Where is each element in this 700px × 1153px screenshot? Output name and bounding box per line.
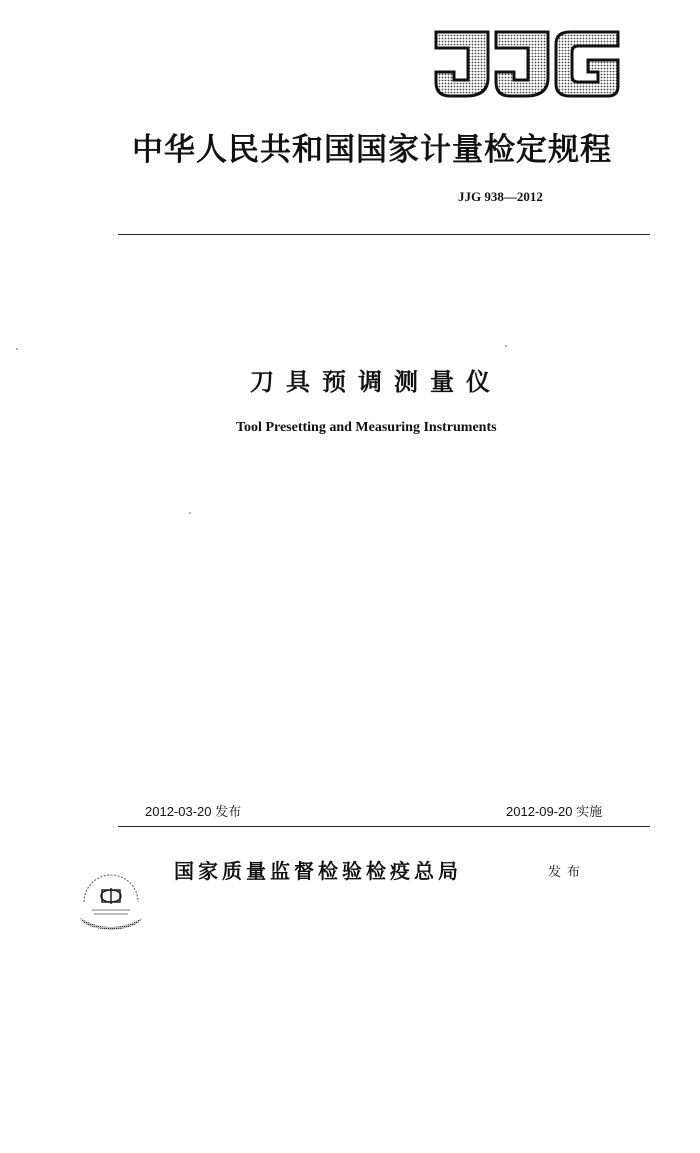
- jjg-logo-icon: [432, 28, 622, 100]
- document-title-zh: 刀具预调测量仪: [250, 367, 502, 396]
- scan-speck: [16, 348, 18, 350]
- standard-code: JJG 938—2012: [458, 189, 543, 204]
- scan-speck: [505, 345, 507, 347]
- document-title-en: Tool Presetting and Measuring Instruments: [236, 420, 497, 435]
- issuer-suffix: 发布: [548, 865, 587, 880]
- regulation-series-title: 中华人民共和国国家计量检定规程: [132, 132, 612, 168]
- scan-speck: [189, 512, 191, 514]
- top-divider: [118, 234, 650, 235]
- issuing-authority: 国家质量监督检验检疫总局: [174, 859, 462, 883]
- effective-date: 2012-09-20 实施: [506, 804, 603, 819]
- publish-date: 2012-03-20 发布: [145, 804, 242, 819]
- bottom-divider: [118, 826, 650, 827]
- publisher-seal-icon: [78, 862, 144, 932]
